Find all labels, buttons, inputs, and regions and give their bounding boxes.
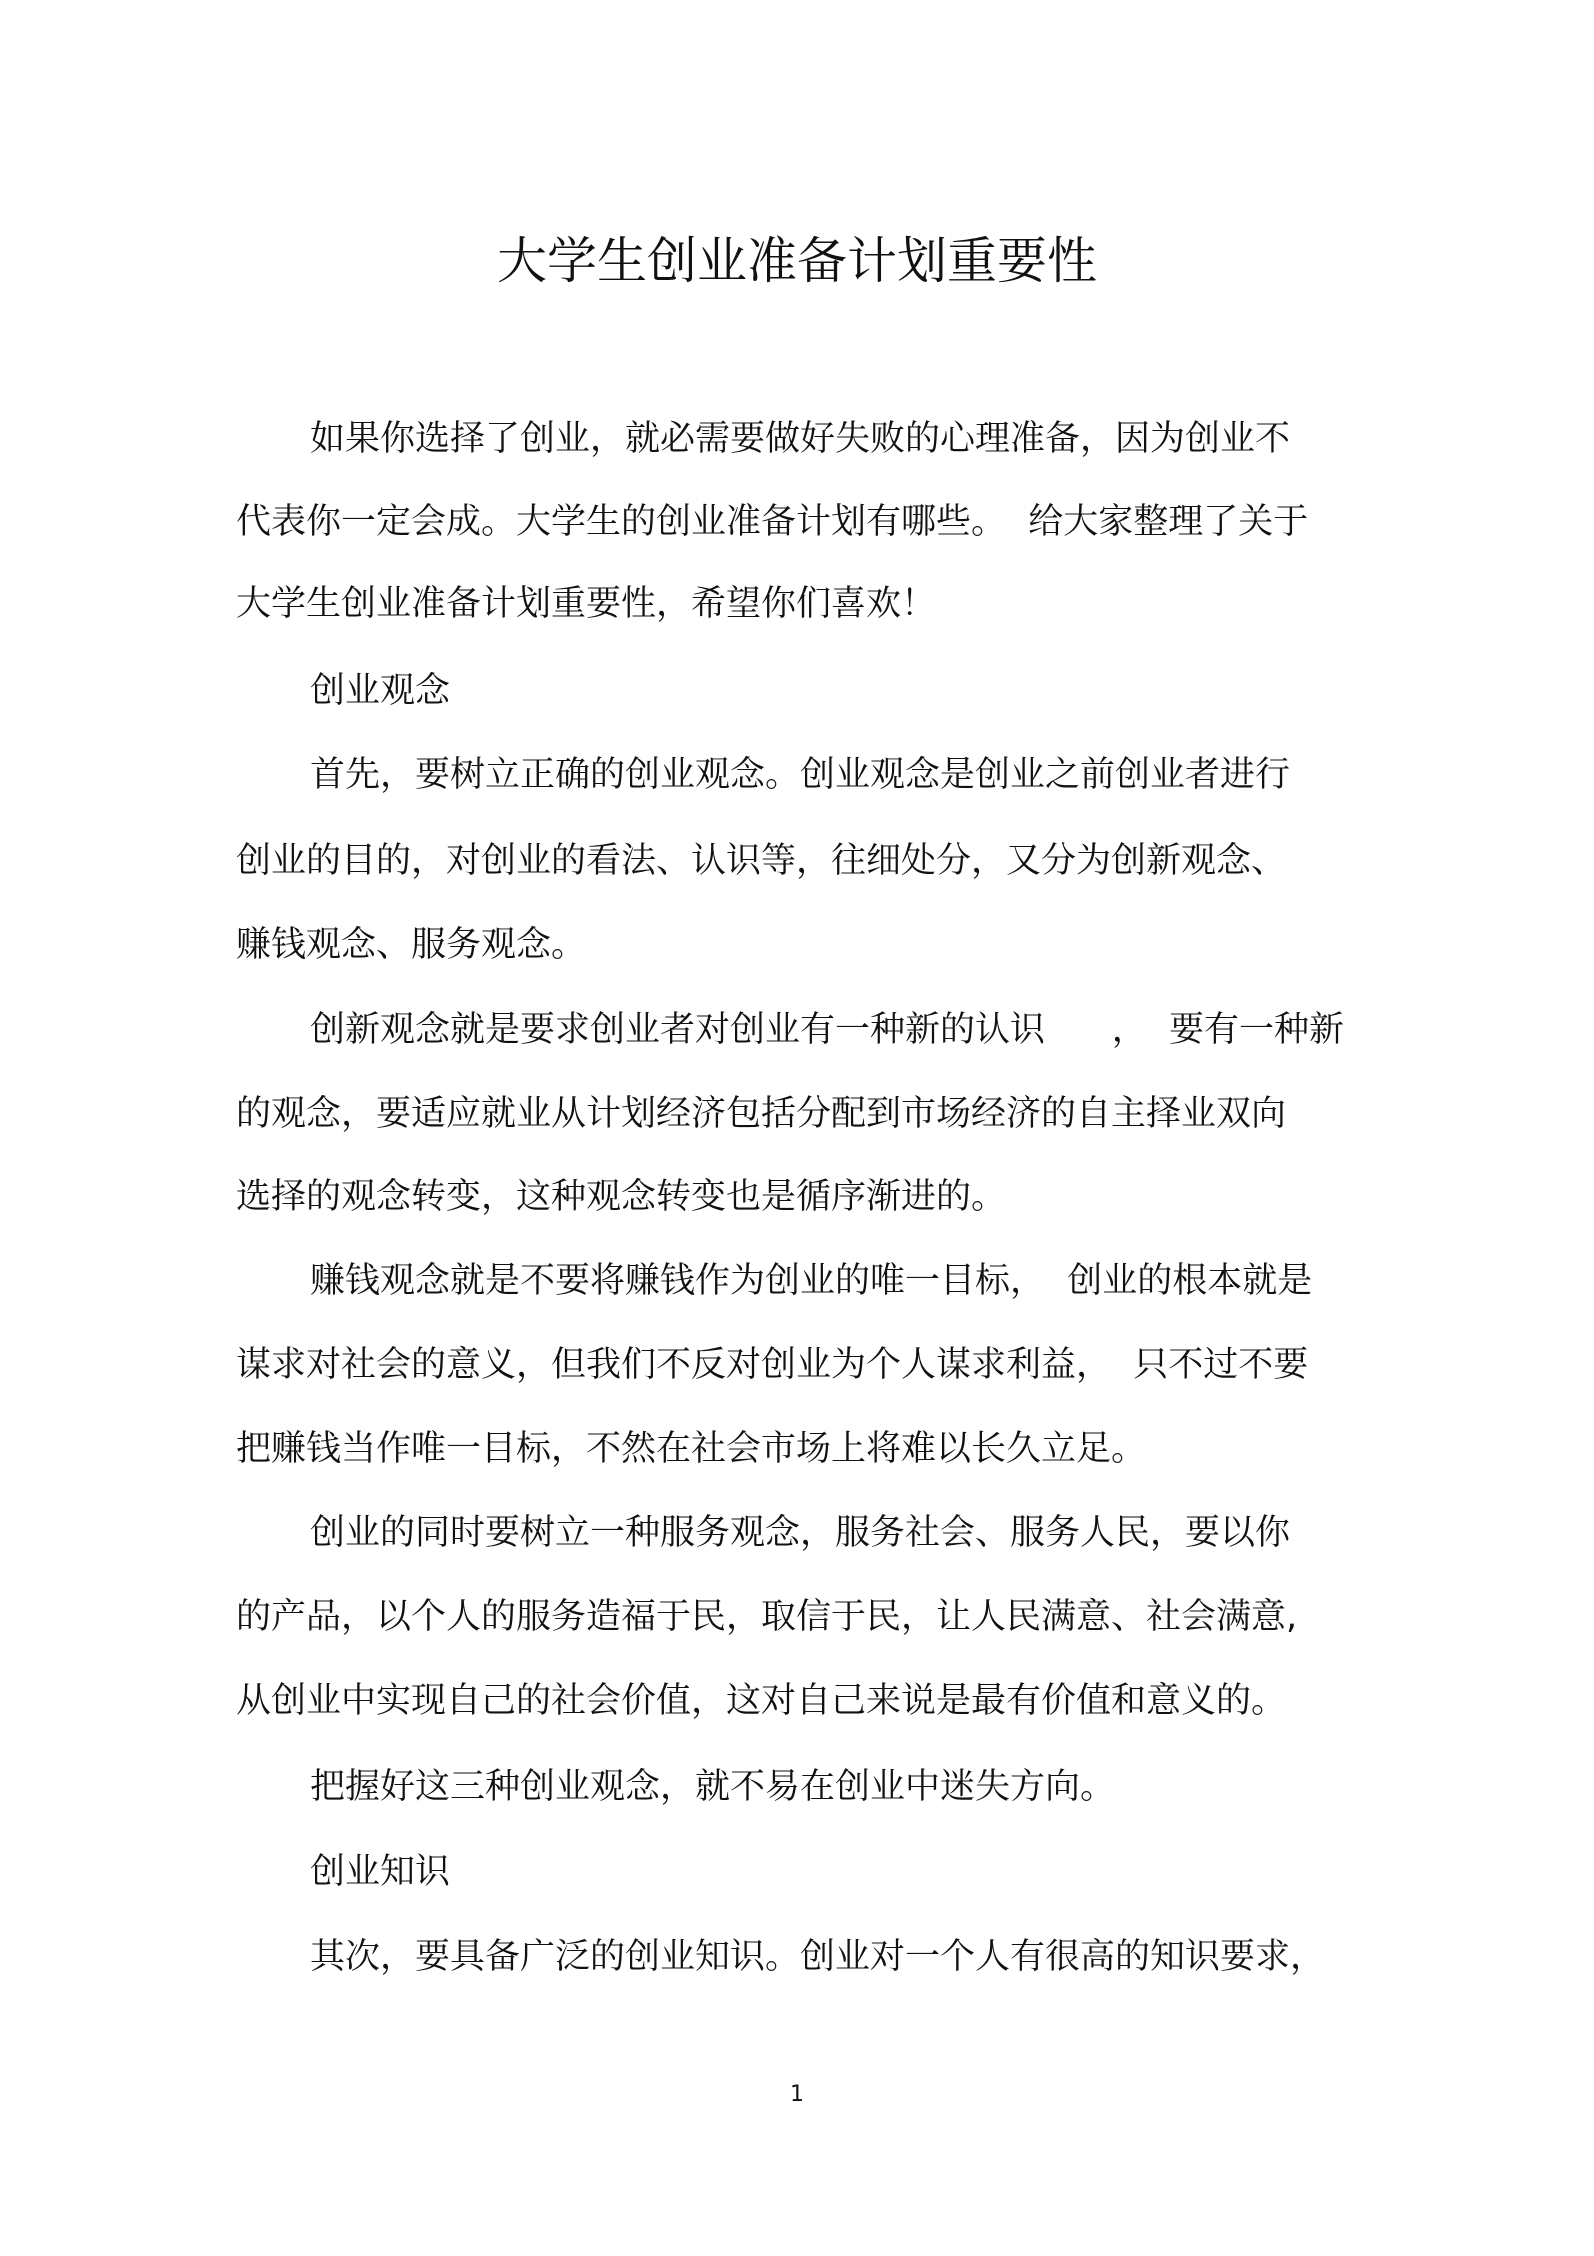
paragraph-line: 把握好这三种创业观念，就不易在创业中迷失方向。 <box>310 1767 1116 1807</box>
paragraph-line: 创新观念就是要求创业者对创业有一种新的认识 ， 要有一种新 <box>310 1010 1345 1050</box>
paragraph-line: 其次，要具备广泛的创业知识。创业对一个人有很高的知识要求， <box>310 1937 1326 1977</box>
page-number: 1 <box>790 2082 804 2107</box>
paragraph-line: 的观念，要适应就业从计划经济包括分配到市场经济的自主择业双向 <box>236 1094 1287 1134</box>
paragraph-line: 选择的观念转变，这种观念转变也是循序渐进的。 <box>236 1177 1007 1217</box>
paragraph-line: 创业的目的，对创业的看法、认识等，往细处分，又分为创新观念、 <box>236 841 1287 881</box>
paragraph-line: 谋求对社会的意义，但我们不反对创业为个人谋求利益， 只不过不要 <box>236 1345 1309 1385</box>
paragraph-line: 赚钱观念、服务观念。 <box>236 925 587 965</box>
paragraph-line: 大学生创业准备计划重要性，希望你们喜欢！ <box>236 584 937 624</box>
paragraph-line: 的产品，以个人的服务造福于民，取信于民，让人民满意、社会满意, <box>236 1597 1298 1637</box>
paragraph-line: 把赚钱当作唯一目标，不然在社会市场上将难以长久立足。 <box>236 1429 1147 1469</box>
section-heading: 创业观念 <box>310 671 451 711</box>
paragraph-line: 如果你选择了创业，就必需要做好失败的心理准备，因为创业不 <box>310 419 1291 459</box>
paragraph-line: 赚钱观念就是不要将赚钱作为创业的唯一目标， 创业的根本就是 <box>310 1261 1313 1301</box>
document-title: 大学生创业准备计划重要性 <box>497 232 1097 290</box>
paragraph-line: 从创业中实现自己的社会价值，这对自己来说是最有价值和意义的。 <box>236 1681 1287 1721</box>
paragraph-line: 创业的同时要树立一种服务观念，服务社会、服务人民，要以你 <box>310 1513 1291 1553</box>
section-heading: 创业知识 <box>310 1852 451 1892</box>
paragraph-line: 代表你一定会成。大学生的创业准备计划有哪些。 给大家整理了关于 <box>236 502 1309 542</box>
paragraph-line: 首先，要树立正确的创业观念。创业观念是创业之前创业者进行 <box>310 755 1291 795</box>
